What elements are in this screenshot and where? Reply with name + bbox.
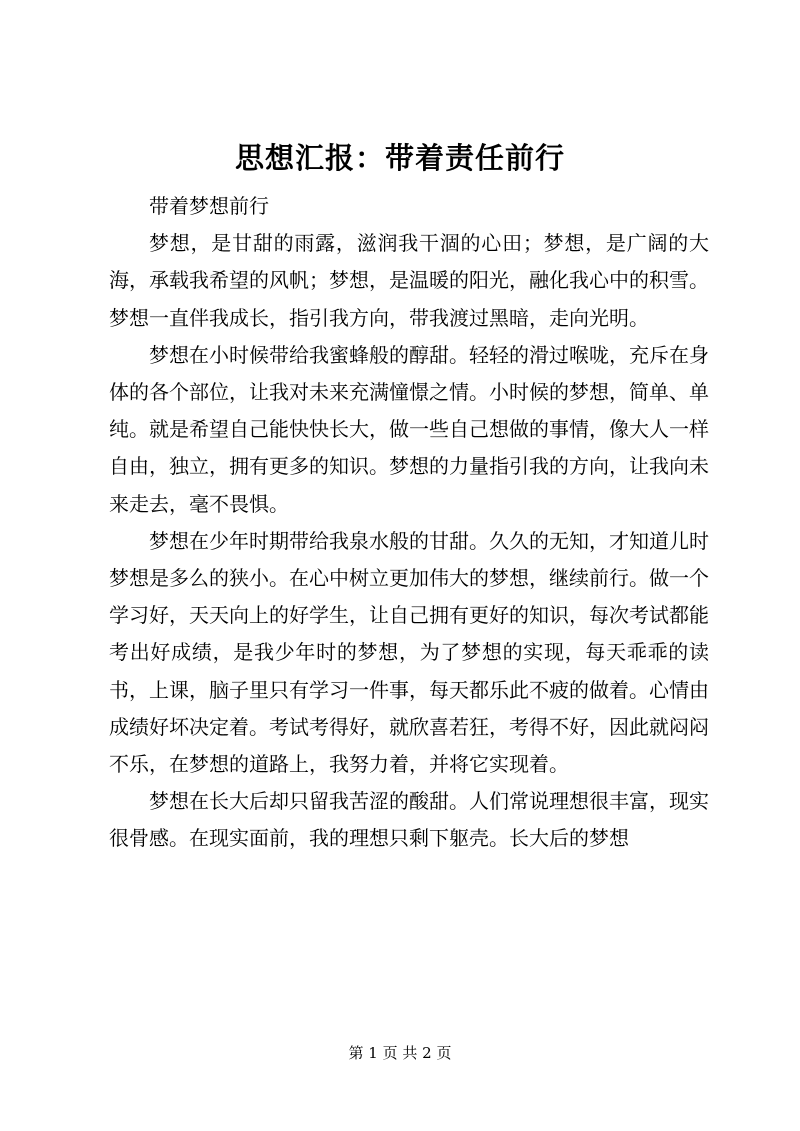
document-title: 思想汇报：带着责任前行 [234,141,565,175]
document-body [109,188,709,858]
page-footer: 第 1 页 共 2 页 [348,1044,452,1062]
paragraph-1: 梦想，是甘甜的雨露，滋润我干涸的心田；梦想，是广阔的大海，承载我希望的风帆；梦想，是温暖的阳光，融化我心中的积雪。梦想一直伴我成长，指引我方向，带我渡过黑暗，走向光明。 [109,231,709,330]
paragraph-2: 梦想在小时候带给我蜜蜂般的醇甜。轻轻的滑过喉咙，充斥在身体的各个部位，让我对未来充满憧憬之情。小时候的梦想，简单、单纯。就是希望自己能快快长大，做一些自己想做的事情，像大人一样自由，独立，拥有更多的知识。梦想的力量指引我的方向，让我向未来走去，毫不畏惧。 [109,342,709,516]
subtitle-line: 带着梦想前行 [149,194,269,218]
paragraph-3: 梦想在少年时期带给我泉水般的甘甜。久久的无知，才知道儿时梦想是多么的狭小。在心中树立更加伟大的梦想，继续前行。做一个学习好，天天向上的好学生，让自己拥有更好的知识，每次考试都能考出好成绩，是我少年时的梦想，为了梦想的实现，每天乖乖的读书，上课，脑子里只有学习一件事，每天都乐此不疲的做着。心情由成绩好坏决定着。考试考得好，就欣喜若狂，考得不好，因此就闷闷不乐，在梦想的道路上，我努力着，并将它实现着。 [109,528,709,777]
paragraph-4: 梦想在长大后却只留我苦涩的酸甜。人们常说理想很丰富，现实很骨感。在现实面前，我的理想只剩下躯壳。长大后的梦想 [109,789,709,851]
